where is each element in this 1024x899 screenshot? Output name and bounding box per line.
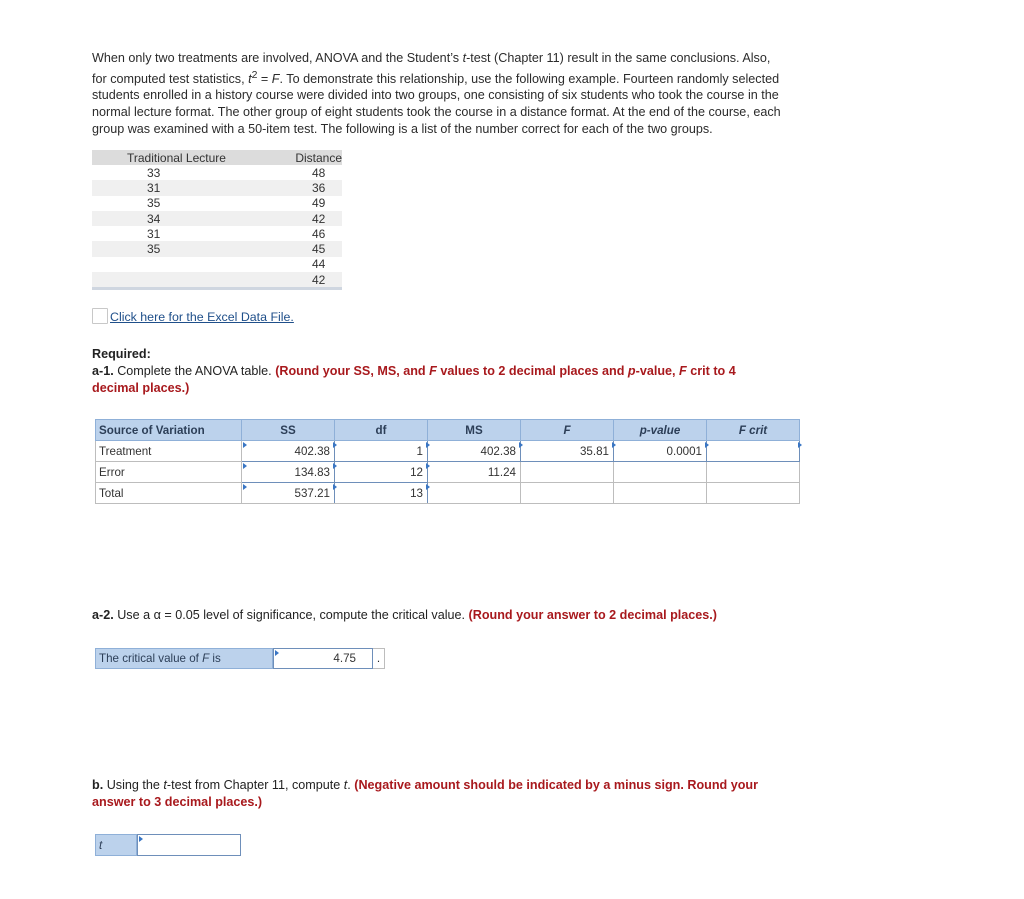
error-ms-cell[interactable]: 11.24 [428, 462, 521, 483]
anova-row-error: Error 134.83 12 11.24 [96, 462, 800, 483]
treatment-pvalue-input[interactable]: 0.0001 [614, 441, 707, 462]
table-row: 42 [92, 272, 342, 289]
critical-value-suffix: . [373, 648, 385, 669]
a2-question: a-2. Use a α = 0.05 level of significance, compute the critical value. (Round your answer to 2 decimal places.) [92, 608, 717, 622]
anova-row-treatment: Treatment 402.38 1 402.38 35.81 0.0001 [96, 441, 800, 462]
total-ss-input[interactable]: 537.21 [242, 483, 335, 504]
treatment-ms-input[interactable]: 402.38 [428, 441, 521, 462]
table-row: 31 46 [146, 226, 326, 241]
t-value-input[interactable] [137, 834, 241, 856]
header-distance: Distance [295, 150, 342, 165]
data-table [92, 150, 342, 290]
treatment-fcrit-input[interactable] [707, 441, 800, 462]
anova-row-total: Total 537.21 13 [96, 483, 800, 504]
critical-value-input[interactable]: 4.75 [273, 648, 373, 669]
excel-data-link[interactable]: Click here for the Excel Data File. [92, 308, 294, 324]
anova-table [95, 419, 800, 504]
header-traditional-lecture: Traditional Lecture [92, 150, 295, 165]
table-row: 35 45 [92, 241, 342, 256]
treatment-df-input[interactable]: 1 [335, 441, 428, 462]
table-row: 31 36 [92, 180, 342, 195]
a1-question: a-1. Complete the ANOVA table. (Round your SS, MS, and F values to 2 decimal places and p-value, F crit to 4 decimal places.) [92, 364, 736, 395]
data-table-header [92, 150, 342, 165]
error-ss-input[interactable]: 134.83 [242, 462, 335, 483]
critical-value-row [95, 648, 385, 669]
treatment-ss-input[interactable]: 402.38 [242, 441, 335, 462]
table-row: 44 [311, 257, 326, 272]
t-value-row [95, 834, 241, 856]
anova-header: Source of Variation SS df MS F p-value F crit [96, 420, 800, 441]
problem-statement: When only two treatments are involved, ANOVA and the Student’s t-test (Chapter 11) result in the same conclusions. Also, for computed test statistics, $t^2 = F$. To demonstrate this relationship, use the following example. Fourteen randomly selected students enrolled in a history course were divided into two groups, one consisting of six students who took the course in the normal lecture format. The other group of eight students took the course in a distance format. At the end of the course, each group was examined with a 50-item test. The following is a list of the number correct for each of the two groups. [92, 51, 781, 136]
total-df-input[interactable]: 13 [335, 483, 428, 504]
table-row: 34 42 [92, 211, 342, 226]
table-row: 33 48 [146, 165, 326, 180]
table-row: 35 49 [146, 196, 326, 211]
t-label: t [95, 834, 137, 856]
b-question: b. Using the t-test from Chapter 11, compute t. (Negative amount should be indicated by a minus sign. Round your answer to 3 decimal places.) [92, 778, 759, 809]
file-icon [92, 308, 108, 324]
treatment-f-input[interactable]: 35.81 [521, 441, 614, 462]
error-df-input[interactable]: 12 [335, 462, 428, 483]
required-section: Required: a-1. Complete the ANOVA table. (Round your SS, MS, and F values to 2 decimal places and p-value, F crit to 4 decimal places.) [92, 346, 772, 397]
critical-value-label: The critical value of F is [95, 648, 273, 669]
